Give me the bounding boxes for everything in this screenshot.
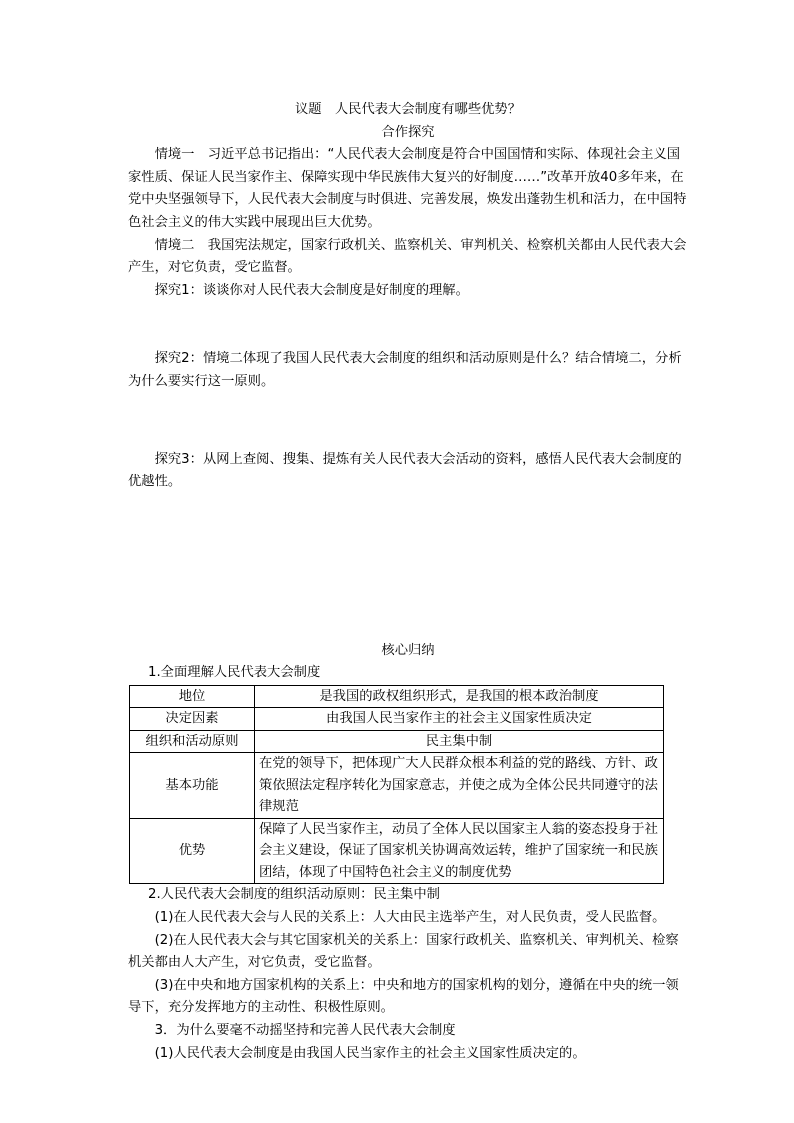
table-value: 由我国人民当家作主的社会主义国家性质决定 xyxy=(255,708,664,731)
section-heading-cooperative: 合作探究 xyxy=(381,124,435,140)
inquiry-2: 探究2：情境二体现了我国人民代表大会制度的组织和活动原则是什么？结合情境二，分析为什么要实行这一原则。 xyxy=(128,351,682,389)
summary-heading-2: 2.人民代表大会制度的组织活动原则：民主集中制 xyxy=(148,887,440,903)
answer-space-2 xyxy=(128,394,688,449)
summary-table xyxy=(129,685,664,885)
inquiry-3: 探究3：从网上查阅、搜集、提炼有关人民代表大会活动的资料，感悟人民代表大会制度的优越性。 xyxy=(128,451,682,490)
document-page xyxy=(128,99,688,1065)
principle-point-1: (1)在人民代表大会与人民的关系上：人大由民主选举产生，对人民负责，受人民监督。 xyxy=(154,910,666,925)
table-row xyxy=(130,818,664,884)
table-key: 组织和活动原则 xyxy=(130,730,255,753)
page-title: 议题 人民代表大会制度有哪些优势？ xyxy=(294,102,522,117)
table-value: 在党的领导下，把体现广大人民群众根本利益的党的路线、方针、政策依照法定程序转化为国家意志，并使之成为全体公民共同遵守的法律规范 xyxy=(255,753,664,819)
principle-point-3: (3)在中央和地方国家机构的关系上：中央和地方的国家机构的划分，遵循在中央的统一领导下，充分发挥地方的主动性、积极性原则。 xyxy=(128,977,679,1016)
summary-heading-3: 3．为什么要毫不动摇坚持和完善人民代表大会制度 xyxy=(154,1022,456,1038)
scenario-two: 情境二 我国宪法规定，国家行政机关、监察机关、审判机关、检察机关都由人民代表大会产生，对它负责，受它监督。 xyxy=(128,237,687,276)
table-value: 是我国的政权组织形式，是我国的根本政治制度 xyxy=(255,685,664,708)
table-key: 地位 xyxy=(130,685,255,708)
answer-space-3 xyxy=(128,494,688,640)
table-key: 优势 xyxy=(130,818,255,884)
principle-point-2: (2)在人民代表大会与其它国家机关的关系上：国家行政机关、监察机关、审判机关、检察机关都由人大产生，对它负责，受它监督。 xyxy=(128,932,679,971)
scenario-one: 情境一 习近平总书记指出：“人民代表大会制度是符合中国国情和实际、体现社会主义国家性质、保证人民当家作主、保障实现中华民族伟大复兴的好制度……”改革开放40多年来，在党中央坚强领导下，人民代表大会制度与时俱进、完善发展，焕发出蓬勃生机和活力，在中国特色社会主义的伟大实践中展现出巨大优势。 xyxy=(128,147,687,230)
table-row xyxy=(130,730,664,753)
table-row xyxy=(130,753,664,819)
table-value: 保障了人民当家作主，动员了全体人民以国家主人翁的姿态投身于社会主义建设，保证了国家机关协调高效运转，维护了国家统一和民族团结，体现了中国特色社会主义的制度优势 xyxy=(255,818,664,884)
table-key: 基本功能 xyxy=(130,753,255,819)
answer-space-1 xyxy=(128,302,688,348)
reason-point-1: (1)人民代表大会制度是由我国人民当家作主的社会主义国家性质决定的。 xyxy=(154,1045,586,1061)
summary-heading-1: 1.全面理解人民代表大会制度 xyxy=(148,665,321,681)
table-value: 民主集中制 xyxy=(255,730,664,753)
table-key: 决定因素 xyxy=(130,708,255,731)
section-heading-summary: 核心归纳 xyxy=(381,642,435,658)
table-row xyxy=(130,685,664,708)
table-row xyxy=(130,708,664,731)
inquiry-1: 探究1：谈谈你对人民代表大会制度是好制度的理解。 xyxy=(154,282,469,298)
